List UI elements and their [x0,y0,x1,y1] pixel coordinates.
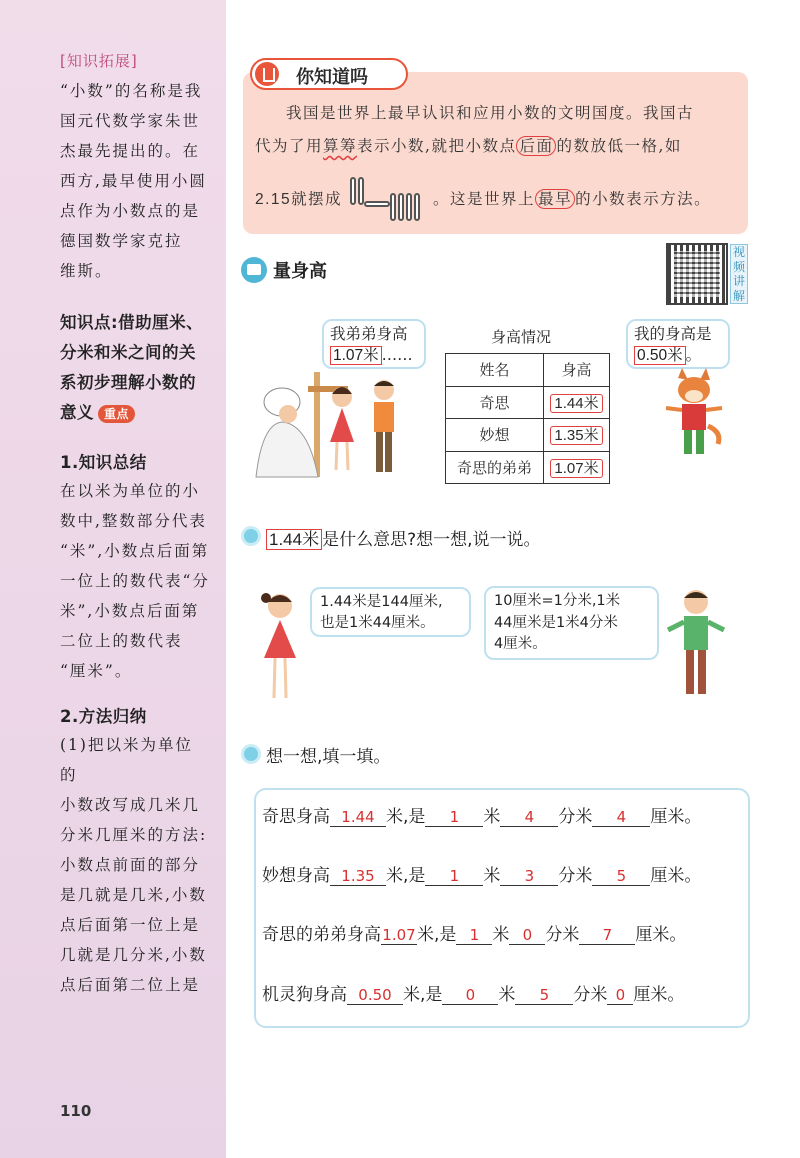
page-number: 110 [60,1102,92,1120]
height-table [445,353,610,484]
girl-speech-bubble: 1.44米是144厘米, 也是1米44厘米。 [310,587,471,637]
fill-row-miaoxiang: 妙想身高 1.35 米,是 1 米 3 分米 5 厘米。 [262,866,702,886]
key-point-badge: 重点 [98,405,135,423]
answer-centimeters[interactable]: 7 [579,926,635,945]
section-title: 量身高 [273,261,327,282]
fill-row-qisi: 奇思身高 1.44 米,是 1 米 4 分米 4 厘米。 [262,807,702,827]
answer-decimeters[interactable]: 3 [500,867,558,886]
summary-title: 1.知识总结 [60,453,147,472]
answer-value[interactable]: 1.35 [330,867,386,886]
question-2: 想一想,填一填。 [266,747,391,767]
answer-value[interactable]: 1.07 [382,926,416,944]
answer-decimeters[interactable]: 4 [500,808,558,827]
table-title: 身高情况 [491,328,552,346]
door-icon [255,62,279,86]
extension-text: “小数”的名称是我 国元代数学家朱世 杰最先提出的。在 西方,最早使用小圆 点作为小数点的是 德国数学家克拉 维斯。 [60,82,207,280]
dyk-line-1: 我国是世界上最早认识和应用小数的文明国度。我国古 [286,104,695,122]
column-header-name: 姓名 [446,354,544,387]
table-row: 妙想 1.35米 [446,419,610,452]
brother-height-bubble: 我弟弟身高 1.07米 …… [322,319,426,369]
method-title: 2.方法归纳 [60,707,147,726]
suanchou-term: 算筹 [323,137,358,155]
boy-illustration [664,586,728,702]
method-text: (1)把以米为单位的 小数改写成几米几 分米几厘米的方法: 小数点前面的部分 是几就是几米,小数 点后面第一位上是 几就是几分米,小数 点后面第二位上是 [60,736,208,994]
answer-meters[interactable]: 1 [425,867,483,886]
answer-meters[interactable]: 1 [456,926,492,945]
fill-row-brother: 奇思的弟弟身高1.07米,是 1 米 0 分米 7 厘米。 [262,925,687,945]
answer-centimeters[interactable]: 0 [607,986,633,1005]
table-row: 奇思 1.44米 [446,386,610,419]
table-header-row [446,354,610,387]
did-you-know-header [250,58,408,90]
table-row: 奇思的弟弟 1.07米 [446,451,610,484]
houmian-circled: 后面 [516,136,556,156]
answer-meters[interactable]: 0 [442,986,498,1005]
highlight-1-44m: 1.44米 [266,529,322,550]
zuizao-circled: 最早 [535,189,575,209]
girl-illustration [254,588,304,706]
height-value: 1.07米 [550,459,602,478]
answer-decimeters[interactable]: 5 [515,986,573,1005]
boy-speech-bubble: 10厘米=1分米,1米 44厘米是1米4分米 4厘米。 [484,586,659,660]
knowledge-point-heading: 知识点:借助厘米、 分米和米之间的关 系初步理解小数的 意义 重点 [60,313,204,422]
counting-rods-icon [349,176,427,224]
answer-decimeters[interactable]: 0 [509,926,545,945]
book-icon [241,257,267,283]
question-bullet-icon [244,747,258,761]
height-value: 1.44米 [550,394,602,413]
question-bullet-icon [244,529,258,543]
video-explain-label[interactable]: 视频讲解 [730,244,748,304]
measuring-scene-illustration [252,362,412,482]
dog-height-bubble: 我的身高是 0.50米 。 [626,319,730,369]
answer-value[interactable]: 1.44 [330,808,386,827]
height-value: 1.35米 [550,426,602,445]
answer-value[interactable]: 0.50 [347,986,403,1005]
dyk-line-2: 代为了用算筹表示小数,就把小数点 后面 的数放低一格,如 [255,137,682,155]
fill-row-dog: 机灵狗身高 0.50 米,是 0 米 5 分米 0 厘米。 [262,985,685,1005]
qr-code[interactable] [666,243,728,305]
question-1: 1.44米 是什么意思?想一想,说一说。 [266,525,541,550]
answer-centimeters[interactable]: 5 [592,867,650,886]
summary-text: 在以米为单位的小 数中,整数部分代表 “米”,小数点后面第 一位上的数代表“分 米”,小数点后面第 二位上的数代表 “厘米”。 [60,482,210,680]
column-header-height: 身高 [544,354,610,387]
answer-centimeters[interactable]: 4 [592,808,650,827]
answer-meters[interactable]: 1 [425,808,483,827]
did-you-know-title: 你知道吗 [296,67,368,88]
knowledge-extension-tag: [知识拓展] [60,52,138,70]
fox-character-illustration [660,368,726,460]
dyk-line-3: 2.15就摆成 。这是世界上 最早 的小数表示方法。 [255,176,740,224]
